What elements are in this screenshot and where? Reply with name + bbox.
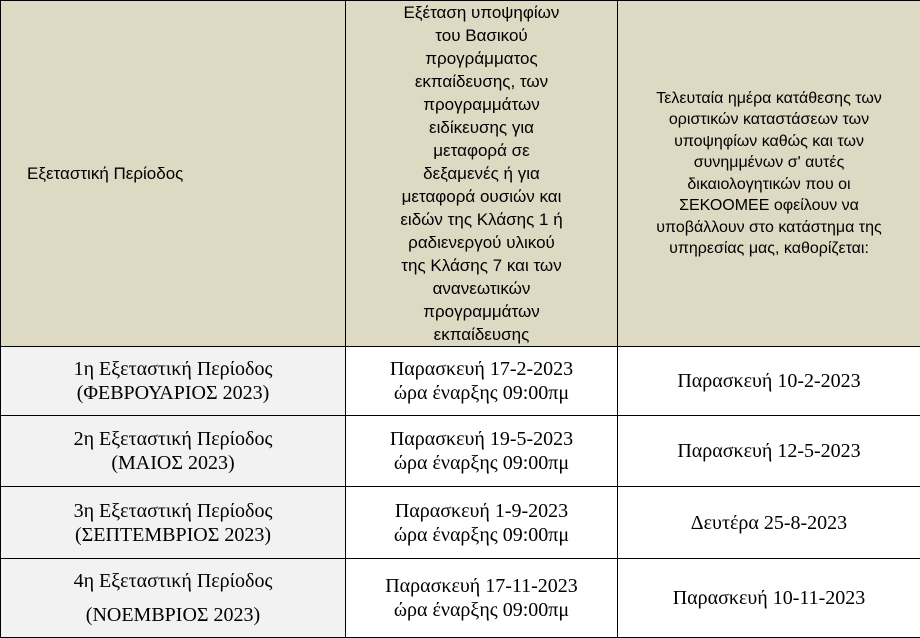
deadline-cell: Παρασκευή 10-11-2023 (618, 559, 920, 638)
period-name: 4η Εξεταστική Περίοδος (1, 569, 345, 593)
header-exam-line: προγραμμάτων (346, 93, 617, 116)
start-time: ώρα έναρξης 09:00πμ (346, 451, 617, 475)
header-exam-line: ανανεωτικών (346, 277, 617, 300)
header-deadline-line: συνημμένων σ' αυτές (632, 152, 906, 174)
exam-date: Παρασκευή 17-2-2023 (346, 357, 617, 381)
header-deadline-line: ΣΕΚΟΟΜΕΕ οφείλουν να (632, 195, 906, 217)
header-exam-line: ειδίκευσης για (346, 116, 617, 139)
header-period: Εξεταστική Περίοδος (1, 1, 346, 347)
period-name: 3η Εξεταστική Περίοδος (1, 499, 345, 523)
period-month: (ΦΕΒΡΟΥΑΡΙΟΣ 2023) (1, 381, 345, 405)
header-exam (346, 1, 618, 347)
table-row (1, 416, 920, 487)
header-exam-line: προγραμμάτων (346, 300, 617, 323)
header-exam-line: μεταφορά σε (346, 139, 617, 162)
header-deadline-line: υποβάλλουν στο κατάστημα της (632, 217, 906, 239)
deadline-cell: Παρασκευή 12-5-2023 (618, 416, 920, 487)
header-exam-line: προγράμματος (346, 47, 617, 70)
start-time: ώρα έναρξης 09:00πμ (346, 523, 617, 547)
exam-date-cell (346, 347, 618, 416)
header-deadline-line: υποψηφίων καθώς και των (632, 131, 906, 153)
start-time: ώρα έναρξης 09:00πμ (346, 598, 617, 622)
period-name: 2η Εξεταστική Περίοδος (1, 427, 345, 451)
header-exam-line: εκπαίδευσης, των (346, 70, 617, 93)
start-time: ώρα έναρξης 09:00πμ (346, 381, 617, 405)
exam-date-cell (346, 487, 618, 559)
header-deadline (618, 1, 920, 347)
period-month: (ΝΟΕΜΒΡΙΟΣ 2023) (1, 603, 345, 627)
period-month: (ΣΕΠΤΕΜΒΡΙΟΣ 2023) (1, 523, 345, 547)
exam-date: Παρασκευή 17-11-2023 (346, 574, 617, 598)
period-cell (1, 559, 346, 638)
header-exam-line: ειδών της Κλάσης 1 ή (346, 208, 617, 231)
header-exam-line: του Βασικού (346, 24, 617, 47)
header-exam-line: εκπαίδευσης (346, 323, 617, 346)
exam-date: Παρασκευή 1-9-2023 (346, 499, 617, 523)
header-exam-line: μεταφορά ουσιών και (346, 185, 617, 208)
header-deadline-line: Τελευταία ημέρα κατάθεσης των (632, 88, 906, 110)
deadline-cell: Δευτέρα 25-8-2023 (618, 487, 920, 559)
header-exam-line: δεξαμενές ή για (346, 162, 617, 185)
table-row (1, 559, 920, 638)
header-deadline-line: υπηρεσίας μας, καθορίζεται: (632, 238, 906, 260)
header-deadline-line: οριστικών καταστάσεων των (632, 109, 906, 131)
header-exam-line: της Κλάσης 7 και των (346, 254, 617, 277)
period-cell (1, 347, 346, 416)
period-name: 1η Εξεταστική Περίοδος (1, 357, 345, 381)
period-cell (1, 487, 346, 559)
exam-date-cell (346, 416, 618, 487)
header-deadline-line: δικαιολογητικών που οι (632, 174, 906, 196)
header-exam-line: Εξέταση υποψηφίων (346, 1, 617, 24)
table-row (1, 487, 920, 559)
exam-date-cell (346, 559, 618, 638)
exam-date: Παρασκευή 19-5-2023 (346, 427, 617, 451)
period-cell (1, 416, 346, 487)
table-row (1, 347, 920, 416)
table-header-row (1, 1, 920, 347)
deadline-cell: Παρασκευή 10-2-2023 (618, 347, 920, 416)
header-exam-line: ραδιενεργού υλικού (346, 231, 617, 254)
period-month: (ΜΑΙΟΣ 2023) (1, 451, 345, 475)
